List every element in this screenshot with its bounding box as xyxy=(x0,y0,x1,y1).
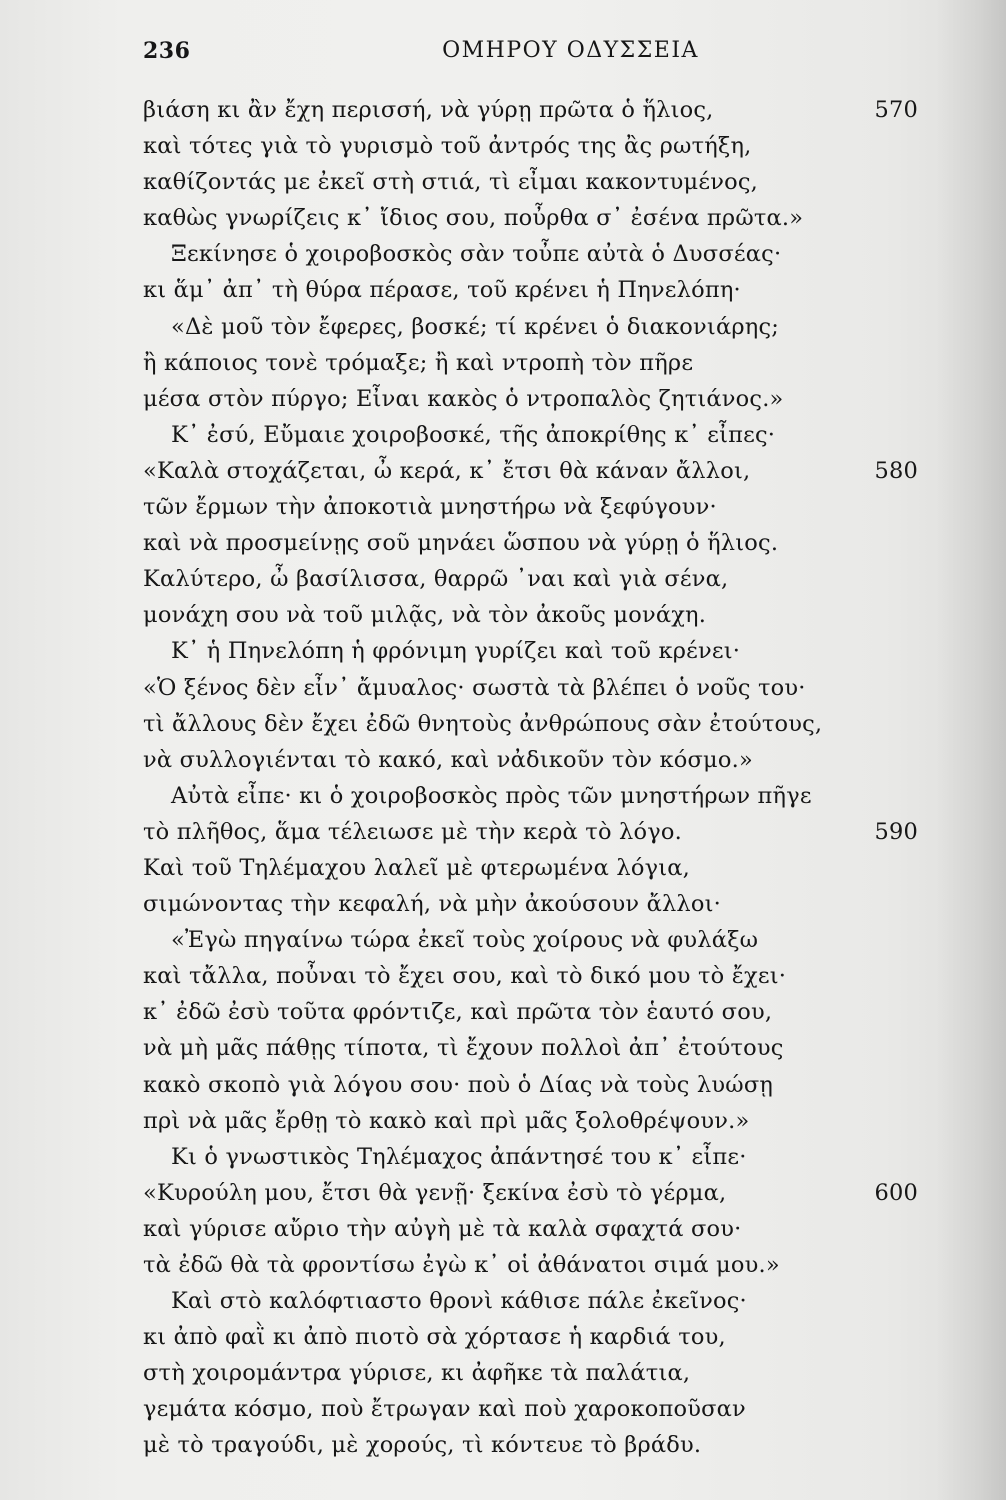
verse-text: μέσα στὸν πύργο; Εἶναι κακὸς ὁ ντροπαλὸς ζητιάνος.» xyxy=(143,385,784,412)
verse-text: στὴ χοιρομάντρα γύρισε, κι ἀφῆκε τὰ παλάτια, xyxy=(143,1360,691,1387)
running-title: ΟΜΗΡΟΥ ΟΔΥΣΣΕΙΑ xyxy=(442,38,699,63)
verse-line xyxy=(143,236,918,272)
verse-text: «Δὲ μοῦ τὸν ἔφερες, βοσκέ; τί κρένει ὁ διακονιάρης; xyxy=(171,313,780,340)
verse-line xyxy=(143,1175,918,1211)
verse-line xyxy=(143,778,918,814)
verse-line xyxy=(143,597,918,633)
verse-text: κακὸ σκοπὸ γιὰ λόγου σου· ποὺ ὁ Δίας νὰ τοὺς λυώσῃ xyxy=(143,1071,774,1098)
verse-text: κι ἀπὸ φαῒ κι ἀπὸ πιοτὸ σὰ χόρτασε ἡ καρδιά του, xyxy=(143,1324,726,1351)
verse-line xyxy=(143,1391,918,1427)
verse-line xyxy=(143,1283,918,1319)
verse-line xyxy=(143,633,918,669)
verse-line xyxy=(143,417,918,453)
verse-line xyxy=(143,1211,918,1247)
verse-line xyxy=(143,272,918,308)
verse-text: τῶν ἔρμων τὴν ἀποκοτιὰ μνηστήρω νὰ ξεφύγουν· xyxy=(143,494,717,521)
verse-line xyxy=(143,345,918,381)
verse-text: «Ὁ ξένος δὲν εἶν᾿ ἄμυαλος· σωστὰ τὰ βλέπει ὁ νοῦς του· xyxy=(143,674,806,701)
verse-text: καθίζοντάς με ἐκεῖ στὴ στιά, τὶ εἶμαι κακοντυμένος, xyxy=(143,169,759,196)
verse-text: Αὐτὰ εἶπε· κι ὁ χοιροβοσκὸς πρὸς τῶν μνηστήρων πῆγε xyxy=(171,782,812,809)
verse-text: «Ἐγὼ πηγαίνω τώρα ἐκεῖ τοὺς χοίρους νὰ φυλάξω xyxy=(171,927,759,954)
verse-line xyxy=(143,309,918,345)
verse-line xyxy=(143,525,918,561)
verse-text: Ξεκίνησε ὁ χοιροβοσκὸς σὰν τοὖπε αὐτὰ ὁ Δυσσέας· xyxy=(171,241,782,268)
page-gutter-shadow xyxy=(936,0,1006,1500)
verse-line xyxy=(143,742,918,778)
verse-line xyxy=(143,1067,918,1103)
verse-text: νὰ συλλογιένται τὸ κακό, καὶ νἀδικοῦν τὸν κόσμο.» xyxy=(143,746,753,773)
verse-line xyxy=(143,200,918,236)
verse-block xyxy=(143,92,918,1464)
verse-text: καὶ νὰ προσμείνῃς σοῦ μηνάει ὥσπου νὰ γύρῃ ὁ ἥλιος. xyxy=(143,530,779,557)
verse-text: Κι ὁ γνωστικὸς Τηλέμαχος ἀπάντησέ του κ᾿ εἶπε· xyxy=(171,1143,747,1170)
verse-text: κ᾿ ἐδῶ ἐσὺ τοῦτα φρόντιζε, καὶ πρῶτα τὸν ἑαυτό σου, xyxy=(143,999,773,1026)
verse-text: καθὼς γνωρίζεις κ᾿ ἴδιος σου, ποὖρθα σ᾿ ἐσένα πρῶτα.» xyxy=(143,205,804,232)
verse-number: 590 xyxy=(874,818,918,845)
verse-text: Καὶ τοῦ Τηλέμαχου λαλεῖ μὲ φτερωμένα λόγια, xyxy=(143,854,690,881)
verse-text: καὶ τότες γιὰ τὸ γυρισμὸ τοῦ ἀντρός της ἂς ρωτήξη, xyxy=(143,133,752,160)
verse-line xyxy=(143,1247,918,1283)
verse-text: Κ᾿ ἡ Πηνελόπη ἡ φρόνιμη γυρίζει καὶ τοῦ κρένει· xyxy=(171,638,741,665)
verse-line xyxy=(143,670,918,706)
verse-line xyxy=(143,1427,918,1463)
verse-text: καὶ τἄλλα, ποὖναι τὸ ἔχει σου, καὶ τὸ δικό μου τὸ ἔχει· xyxy=(143,963,787,990)
verse-line xyxy=(143,128,918,164)
verse-text: γεμάτα κόσμο, ποὺ ἔτρωγαν καὶ ποὺ χαροκοποῦσαν xyxy=(143,1396,746,1423)
verse-text: τὶ ἄλλους δὲν ἔχει ἐδῶ θνητοὺς ἀνθρώπους σὰν ἐτούτους, xyxy=(143,710,823,737)
page-header xyxy=(143,38,918,78)
verse-text: Καλύτερο, ὦ βασίλισσα, θαρρῶ ᾿ναι καὶ γιὰ σένα, xyxy=(143,566,729,593)
verse-text: νὰ μὴ μᾶς πάθῃς τίποτα, τὶ ἔχουν πολλοὶ ἀπ᾿ ἐτούτους xyxy=(143,1035,784,1062)
verse-number: 570 xyxy=(874,97,918,123)
verse-line xyxy=(143,958,918,994)
verse-text: ἢ κάποιος τονὲ τρόμαξε; ἢ καὶ ντροπὴ τὸν πῆρε xyxy=(143,349,694,376)
verse-text: μὲ τὸ τραγούδι, μὲ χορούς, τὶ κόντευε τὸ βράδυ. xyxy=(143,1432,702,1459)
verse-line xyxy=(143,1355,918,1391)
verse-text: τὰ ἐδῶ θὰ τὰ φροντίσω ἐγὼ κ᾿ οἱ ἀθάνατοι σιμά μου.» xyxy=(143,1252,780,1278)
verse-line xyxy=(143,850,918,886)
verse-line xyxy=(143,164,918,200)
verse-text: «Κυρούλη μου, ἔτσι θὰ γενῇ· ξεκίνα ἐσὺ τὸ γέρμα, xyxy=(143,1179,727,1206)
verse-line xyxy=(143,561,918,597)
verse-line xyxy=(143,381,918,417)
verse-line xyxy=(143,1319,918,1355)
verse-line xyxy=(143,1139,918,1175)
verse-line xyxy=(143,814,918,850)
verse-text: τὸ πλῆθος, ἅμα τέλειωσε μὲ τὴν κερὰ τὸ λόγο. xyxy=(143,818,682,845)
verse-line xyxy=(143,1030,918,1066)
page-number: 236 xyxy=(143,38,191,64)
verse-line xyxy=(143,994,918,1030)
verse-number: 600 xyxy=(874,1179,918,1206)
verse-line xyxy=(143,1103,918,1139)
verse-text: μονάχη σου νὰ τοῦ μιλᾷς, νὰ τὸν ἀκοῦς μονάχη. xyxy=(143,602,707,629)
verse-text: Κ᾿ ἐσύ, Εὔμαιε χοιροβοσκέ, τῆς ἀποκρίθης κ᾿ εἶπες· xyxy=(171,421,776,448)
verse-line xyxy=(143,706,918,742)
verse-text: καὶ γύρισε αὔριο τὴν αὐγὴ μὲ τὰ καλὰ σφαχτά σου· xyxy=(143,1215,742,1242)
verse-line xyxy=(143,922,918,958)
verse-text: Καὶ στὸ καλόφτιαστο θρονὶ κάθισε πάλε ἐκεῖνος· xyxy=(171,1288,747,1315)
verse-number: 580 xyxy=(874,457,918,484)
verse-line xyxy=(143,489,918,525)
verse-line xyxy=(143,453,918,489)
verse-text: σιμώνοντας τὴν κεφαλή, νὰ μὴν ἀκούσουν ἄλλοι· xyxy=(143,891,722,918)
verse-text: πρὶ νὰ μᾶς ἔρθῃ τὸ κακὸ καὶ πρὶ μᾶς ξολοθρέψουν.» xyxy=(143,1107,750,1134)
verse-line xyxy=(143,886,918,922)
verse-text: «Καλὰ στοχάζεται, ὦ κερά, κ᾿ ἔτσι θὰ κάναν ἄλλοι, xyxy=(143,457,751,484)
verse-text: κι ἅμ᾿ ἀπ᾿ τὴ θύρα πέρασε, τοῦ κρένει ἡ Πηνελόπη· xyxy=(143,277,741,304)
verse-text: βιάση κι ἂν ἔχη περισσή, νὰ γύρῃ πρῶτα ὁ ἥλιος, xyxy=(143,97,714,123)
verse-line xyxy=(143,92,918,128)
